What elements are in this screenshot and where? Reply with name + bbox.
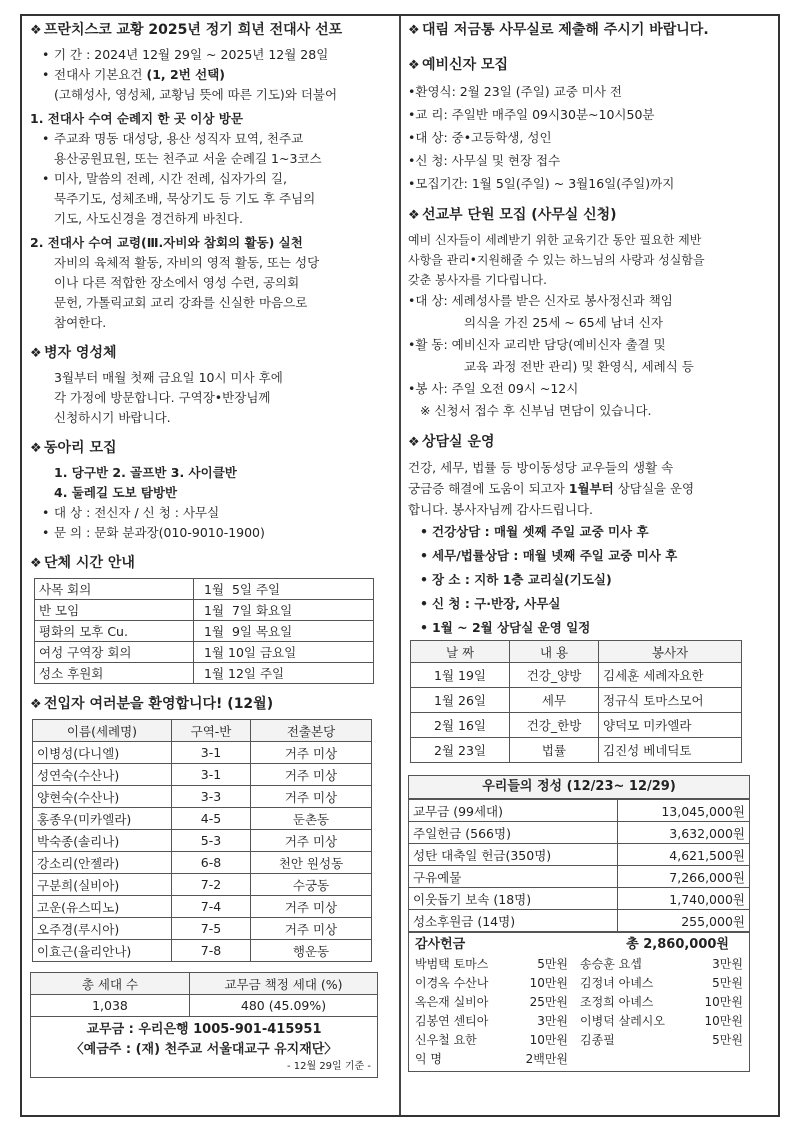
newcomer-parish: 천안 원성동 xyxy=(251,852,372,874)
clubs-contact-text: 문 의 : 문화 분과장(010-9010-1900) xyxy=(54,525,265,540)
thanks-amount: 10만원 xyxy=(529,1033,569,1047)
schedule-date: 1월 12일 주일 xyxy=(194,663,374,684)
counsel-table xyxy=(410,640,742,763)
counsel-date: 2월 23일 xyxy=(411,738,510,763)
thanks-amount: 3만원 xyxy=(712,957,743,971)
section-title-communion xyxy=(30,343,390,364)
clubs-contact: • 문 의 : 문화 분과장(010-9010-1900) xyxy=(42,525,265,540)
diamond-bullet-icon: ❖ xyxy=(30,23,42,38)
communion-l3: 신청하시기 바랍니다. xyxy=(54,410,171,425)
jubilee-req1-b1: 미사, 말씀의 전례, 시간 전례, 십자가의 길, xyxy=(54,171,287,186)
thanks-amount: 5만원 xyxy=(712,976,743,990)
newcomer-name: 이병성(다니엘) xyxy=(33,742,172,764)
offering-amount: 4,621,500원 xyxy=(618,844,749,866)
jubilee-basic-detail: (고해성사, 영성체, 교황님 뜻에 따른 기도)와 더불어 xyxy=(54,87,338,102)
section-title-jubilee xyxy=(30,20,390,41)
thanks-total: 총 2,860,000원 xyxy=(626,937,729,952)
mission-target-1: •대 상: 세례성사를 받은 신자로 봉사정신과 책임 xyxy=(408,293,673,308)
counsel-date: 1월 26일 xyxy=(411,688,510,713)
catechumen-l3: •대 상: 중•고등학생, 성인 xyxy=(408,130,552,145)
newcomers-header-zone: 구역-반 xyxy=(172,720,251,742)
thanks-amount: 10만원 xyxy=(704,995,743,1009)
newcomers-title: 전입자 여러분을 환영합니다! (12월) xyxy=(44,696,274,712)
thanks-amount: 25만원 xyxy=(529,995,569,1009)
offering-label: 이웃돕기 보속 (18명) xyxy=(409,888,618,910)
newcomer-parish: 거주 미상 xyxy=(251,830,372,852)
clubs-l1: 1. 당구반 2. 골프반 3. 사이클반 xyxy=(54,465,237,480)
mission-target-2: 의식을 가진 25세 ~ 65세 남녀 신자 xyxy=(464,315,663,330)
jubilee-req1-a2: 용산공원묘원, 또는 천주교 서울 순례길 1~3코스 xyxy=(54,151,322,166)
thanks-row xyxy=(415,974,743,993)
schedule-row xyxy=(35,600,374,621)
thanks-amount: 3만원 xyxy=(537,1014,569,1028)
thanks-header xyxy=(415,935,743,955)
newcomer-row xyxy=(33,940,372,962)
counsel-content: 법률 xyxy=(510,738,599,763)
counsel-content: 건강_한방 xyxy=(510,713,599,738)
offering-row xyxy=(409,844,749,866)
communion-l1: 3월부터 매월 첫째 금요일 10시 미사 후에 xyxy=(54,370,283,385)
diamond-bullet-icon: ❖ xyxy=(30,556,42,571)
thanks-list xyxy=(415,955,743,1069)
newcomer-row xyxy=(33,896,372,918)
jubilee-req2-l3: 문헌, 가톨릭교회 교리 강좌를 신실한 마음으로 xyxy=(54,295,308,310)
thanks-row xyxy=(415,1050,743,1069)
schedule-date: 1월 10일 금요일 xyxy=(194,642,374,663)
newcomers-header-parish: 전출본당 xyxy=(251,720,372,742)
counsel-p2c: 상담실을 운영 xyxy=(613,481,695,496)
newcomer-parish: 거주 미상 xyxy=(251,786,372,808)
counsel-b5-text: 1월 ~ 2월 상담실 운영 일정 xyxy=(432,620,591,635)
jubilee-period: • 기 간 : 2024년 12월 29일 ~ 2025년 12월 28일 xyxy=(42,47,329,62)
schedule-row xyxy=(35,621,374,642)
diamond-bullet-icon: ❖ xyxy=(408,58,420,73)
thanks-donor: 김종필 xyxy=(580,1033,615,1047)
thanks-donor: 송승훈 요셉 xyxy=(580,957,642,971)
newcomer-row xyxy=(33,764,372,786)
thanks-row xyxy=(415,1012,743,1031)
thanks-amount: 5만원 xyxy=(537,957,569,971)
counsel-b5: • 1월 ~ 2월 상담실 운영 일정 xyxy=(420,620,591,635)
jubilee-req1-a1: 주교좌 명동 대성당, 용산 성직자 묘역, 천주교 xyxy=(54,131,304,146)
thanks-donor: 이경옥 수산나 xyxy=(415,976,489,990)
section-title-counsel xyxy=(408,432,772,453)
newcomer-row xyxy=(33,742,372,764)
thanks-row xyxy=(415,993,743,1012)
newcomer-zone: 7-5 xyxy=(172,918,251,940)
mission-service: •봉 사: 주일 오전 09시 ~12시 xyxy=(408,381,579,396)
newcomer-zone: 7-8 xyxy=(172,940,251,962)
schedule-date: 1월 5일 주일 xyxy=(194,579,374,600)
offerings-table xyxy=(409,799,749,932)
counsel-b3-text: 장 소 : 지하 1층 교리실(기도실) xyxy=(432,572,612,587)
jubilee-req2-l1: 자비의 육체적 활동, 자비의 영적 활동, 또는 성당 xyxy=(54,255,320,270)
jubilee-req2-l2: 이나 다른 적합한 장소에서 영성 수련, 공의회 xyxy=(54,275,300,290)
newcomer-row xyxy=(33,874,372,896)
offering-amount: 13,045,000원 xyxy=(618,800,749,822)
counsel-row xyxy=(411,688,742,713)
households-header-total: 총 세대 수 xyxy=(31,973,190,995)
newcomer-parish: 거주 미상 xyxy=(251,918,372,940)
diamond-bullet-icon: ❖ xyxy=(30,697,42,712)
counsel-title: 상담실 운영 xyxy=(422,434,495,450)
account-info: 교무금 : 우리은행 1005-901-415951 xyxy=(86,1022,322,1037)
offering-amount: 1,740,000원 xyxy=(618,888,749,910)
offerings-title: 우리들의 정성 (12/23~ 12/29) xyxy=(409,776,749,799)
jubilee-basic: • 전대사 기본요건 (1, 2번 선택) xyxy=(42,67,225,82)
jubilee-req1-b2: 묵주기도, 성체조배, 묵상기도 등 기도 후 주님의 xyxy=(54,191,316,206)
newcomer-row xyxy=(33,918,372,940)
newcomer-zone: 3-1 xyxy=(172,742,251,764)
thanks-amount: 2백만원 xyxy=(525,1052,569,1066)
newcomer-parish: 거주 미상 xyxy=(251,764,372,786)
counsel-b4: • 신 청 : 구·반장, 사무실 xyxy=(420,596,561,611)
mission-activity-1: •활 동: 예비신자 교리반 담당(예비신자 출결 및 xyxy=(408,337,666,352)
counsel-header-content: 내 용 xyxy=(510,641,599,663)
newcomer-name: 고운(유스띠노) xyxy=(33,896,172,918)
schedule-date: 1월 9일 목요일 xyxy=(194,621,374,642)
counsel-content: 건강_양방 xyxy=(510,663,599,688)
left-column xyxy=(30,18,390,1078)
diamond-bullet-icon: ❖ xyxy=(408,208,420,223)
schedule-table xyxy=(34,578,374,684)
schedule-name: 반 모임 xyxy=(35,600,194,621)
mission-p2: 사항을 관리•지원해줄 수 있는 하느님의 사랑과 성실함을 xyxy=(408,253,705,267)
thanks-donor: 익 명 xyxy=(415,1052,442,1066)
newcomer-row xyxy=(33,786,372,808)
offering-row xyxy=(409,910,749,932)
households-table xyxy=(30,972,378,1078)
schedule-name: 평화의 모후 Cu. xyxy=(35,621,194,642)
jubilee-req2-l4: 참여한다. xyxy=(54,315,107,330)
schedule-title: 단체 시간 안내 xyxy=(44,555,135,571)
schedule-date: 1월 7일 화요일 xyxy=(194,600,374,621)
section-title-mission xyxy=(408,205,772,226)
schedule-name: 성소 후원회 xyxy=(35,663,194,684)
advent-note-text: 대림 저금통 사무실로 제출해 주시기 바랍니다. xyxy=(422,22,709,38)
thanks-donor: 조정희 아녜스 xyxy=(580,995,654,1009)
mission-interview-note: ※ 신청서 접수 후 신부님 면담이 있습니다. xyxy=(420,403,652,418)
jubilee-req1-title: 1. 전대사 수여 순례지 한 곳 이상 방문 xyxy=(30,111,243,126)
newcomer-parish: 거주 미상 xyxy=(251,896,372,918)
offering-amount: 255,000원 xyxy=(618,910,749,932)
section-title-clubs xyxy=(30,438,390,459)
counsel-b4-text: 신 청 : 구·반장, 사무실 xyxy=(432,596,561,611)
counsel-b3: • 장 소 : 지하 1층 교리실(기도실) xyxy=(420,572,612,587)
newcomer-name: 이효근(율리안나) xyxy=(33,940,172,962)
newcomer-parish: 행운동 xyxy=(251,940,372,962)
newcomer-row xyxy=(33,830,372,852)
diamond-bullet-icon: ❖ xyxy=(30,346,42,361)
newcomers-header-name: 이름(세례명) xyxy=(33,720,172,742)
clubs-title: 동아리 모집 xyxy=(44,440,117,456)
newcomer-zone: 4-5 xyxy=(172,808,251,830)
offering-label: 주일헌금 (566명) xyxy=(409,822,618,844)
newcomer-row xyxy=(33,852,372,874)
jubilee-period-text: 기 간 : 2024년 12월 29일 ~ 2025년 12월 28일 xyxy=(54,47,329,62)
catechumen-title: 예비신자 모집 xyxy=(422,57,509,73)
households-assessed-value: 480 (45.09%) xyxy=(190,995,378,1017)
counsel-b2-text: 세무/법률상담 : 매월 넷째 주일 교중 미사 후 xyxy=(432,548,678,563)
counsel-p1: 건강, 세무, 법률 등 방이동성당 교우들의 생활 속 xyxy=(408,460,674,475)
counsel-b1: • 건강상담 : 매월 셋째 주일 교중 미사 후 xyxy=(420,524,649,539)
offering-row xyxy=(409,888,749,910)
communion-l2: 각 가정에 방문합니다. 구역장•반장님께 xyxy=(54,390,271,405)
newcomer-zone: 5-3 xyxy=(172,830,251,852)
newcomer-zone: 7-4 xyxy=(172,896,251,918)
counsel-row xyxy=(411,663,742,688)
diamond-bullet-icon: ❖ xyxy=(30,441,42,456)
jubilee-basic-text: 전대사 기본요건 xyxy=(54,67,147,82)
jubilee-req1-a: • 주교좌 명동 대성당, 용산 성직자 묘역, 천주교 xyxy=(42,131,304,146)
thanks-row xyxy=(415,1031,743,1050)
thanks-donor: 김봉연 센티아 xyxy=(415,1014,489,1028)
clubs-target-text: 대 상 : 전신자 / 신 청 : 사무실 xyxy=(54,505,220,520)
mission-title: 선교부 단원 모집 (사무실 신청) xyxy=(422,207,617,223)
section-title-newcomers xyxy=(30,694,390,715)
counsel-header-volunteer: 봉사자 xyxy=(599,641,742,663)
thanks-donor: 박범택 토마스 xyxy=(415,957,489,971)
jubilee-title: 프란치스코 교황 2025년 정기 희년 전대사 선포 xyxy=(44,22,343,38)
diamond-bullet-icon: ❖ xyxy=(408,435,420,450)
offering-label: 구유예물 xyxy=(409,866,618,888)
mission-p1: 예비 신자들이 세례받기 위한 교육기간 동안 필요한 제반 xyxy=(408,233,702,247)
thanks-donor: 옥은재 실비아 xyxy=(415,995,489,1009)
newcomer-name: 강소리(안젤라) xyxy=(33,852,172,874)
counsel-b2: • 세무/법률상담 : 매월 넷째 주일 교중 미사 후 xyxy=(420,548,678,563)
offering-amount: 7,266,000원 xyxy=(618,866,749,888)
mission-activity-2: 교육 과정 전반 관리) 및 환영식, 세례식 등 xyxy=(464,359,694,374)
schedule-name: 여성 구역장 회의 xyxy=(35,642,194,663)
catechumen-l5: •모집기간: 1월 5일(주일) ~ 3월16일(주일)까지 xyxy=(408,176,675,191)
clubs-target: • 대 상 : 전신자 / 신 청 : 사무실 xyxy=(42,505,220,520)
catechumen-l4: •신 청: 사무실 및 현장 접수 xyxy=(408,153,561,168)
newcomer-name: 홍종우(미카엘라) xyxy=(33,808,172,830)
counsel-volunteer: 김세훈 세례자요한 xyxy=(599,663,742,688)
thanks-donor: 신우철 요한 xyxy=(415,1033,477,1047)
communion-title: 병자 영성체 xyxy=(44,345,117,361)
households-date-note: - 12월 29일 기준 - xyxy=(286,1061,371,1072)
account-holder: 〈예금주 : (재) 천주교 서울대교구 유지재단〉 xyxy=(70,1042,338,1057)
offering-amount: 3,632,000원 xyxy=(618,822,749,844)
counsel-p2 xyxy=(408,478,772,499)
newcomers-table xyxy=(32,719,372,962)
newcomer-zone: 3-1 xyxy=(172,764,251,786)
counsel-volunteer: 양덕모 미카엘라 xyxy=(599,713,742,738)
section-title-catechumen xyxy=(408,55,772,76)
offering-label: 교무금 (99세대) xyxy=(409,800,618,822)
thanks-label: 감사헌금 xyxy=(415,937,466,952)
jubilee-req2-title: 2. 전대사 수여 교령(Ⅲ.자비와 참회의 활동) 실천 xyxy=(30,235,303,250)
households-header-assessed: 교무금 책정 세대 (%) xyxy=(190,973,378,995)
thanks-donor xyxy=(568,1050,687,1069)
counsel-volunteer: 김진성 베네딕토 xyxy=(599,738,742,763)
counsel-volunteer: 정규식 토마스모어 xyxy=(599,688,742,713)
newcomer-zone: 6-8 xyxy=(172,852,251,874)
right-column xyxy=(408,18,772,1072)
mission-p3: 갖춘 봉사자를 기다립니다. xyxy=(408,273,547,287)
diamond-bullet-icon: ❖ xyxy=(408,23,420,38)
newcomer-name: 박숙종(솔리나) xyxy=(33,830,172,852)
section-title-schedule xyxy=(30,553,390,574)
newcomer-name: 구분희(실비아) xyxy=(33,874,172,896)
offerings-box xyxy=(408,775,750,1072)
counsel-p2a: 궁금증 해결에 도움이 되고자 xyxy=(408,481,569,496)
offering-row xyxy=(409,800,749,822)
newcomer-parish: 수궁동 xyxy=(251,874,372,896)
thanks-donor: 이병덕 살레시오 xyxy=(580,1014,665,1028)
newcomer-zone: 7-2 xyxy=(172,874,251,896)
newcomer-name: 성연숙(수산나) xyxy=(33,764,172,786)
thanks-donor: 김정녀 아녜스 xyxy=(580,976,654,990)
offering-label: 성탄 대축일 헌금(350명) xyxy=(409,844,618,866)
counsel-date: 2월 16일 xyxy=(411,713,510,738)
counsel-p3: 합니다. 봉사자님께 감사드립니다. xyxy=(408,502,593,517)
counsel-header-date: 날 짜 xyxy=(411,641,510,663)
newcomer-name: 양현숙(수산나) xyxy=(33,786,172,808)
schedule-row xyxy=(35,579,374,600)
thanks-amount: 5만원 xyxy=(712,1033,743,1047)
schedule-row xyxy=(35,663,374,684)
counsel-content: 세무 xyxy=(510,688,599,713)
thanks-amount: 10만원 xyxy=(704,1014,743,1028)
offering-row xyxy=(409,866,749,888)
catechumen-l2: •교 리: 주일반 매주일 09시30분~10시50분 xyxy=(408,107,655,122)
jubilee-req1-b: • 미사, 말씀의 전례, 시간 전례, 십자가의 길, xyxy=(42,171,287,186)
thanks-row xyxy=(415,955,743,974)
counsel-row xyxy=(411,713,742,738)
counsel-p2b: 1월부터 xyxy=(568,481,614,496)
newcomer-parish: 거주 미상 xyxy=(251,742,372,764)
counsel-b1-text: 건강상담 : 매월 셋째 주일 교중 미사 후 xyxy=(432,524,649,539)
catechumen-l1: •환영식: 2월 23일 (주일) 교중 미사 전 xyxy=(408,84,622,99)
newcomer-zone: 3-3 xyxy=(172,786,251,808)
newcomer-name: 오주경(루시아) xyxy=(33,918,172,940)
jubilee-basic-choice: (1, 2번 선택) xyxy=(146,67,225,82)
newcomer-parish: 둔촌동 xyxy=(251,808,372,830)
counsel-row xyxy=(411,738,742,763)
thanks-amount xyxy=(687,1050,743,1069)
households-total-value: 1,038 xyxy=(31,995,190,1017)
thanks-amount: 10만원 xyxy=(529,976,569,990)
jubilee-req1-b3: 기도, 사도신경을 경건하게 바친다. xyxy=(54,211,243,226)
schedule-name: 사목 회의 xyxy=(35,579,194,600)
column-divider xyxy=(399,16,401,1115)
clubs-l2: 4. 둘레길 도보 탐방반 xyxy=(54,485,178,500)
offering-row xyxy=(409,822,749,844)
newcomer-row xyxy=(33,808,372,830)
counsel-date: 1월 19일 xyxy=(411,663,510,688)
schedule-row xyxy=(35,642,374,663)
offering-label: 성소후원금 (14명) xyxy=(409,910,618,932)
advent-piggybank-note xyxy=(408,20,772,41)
